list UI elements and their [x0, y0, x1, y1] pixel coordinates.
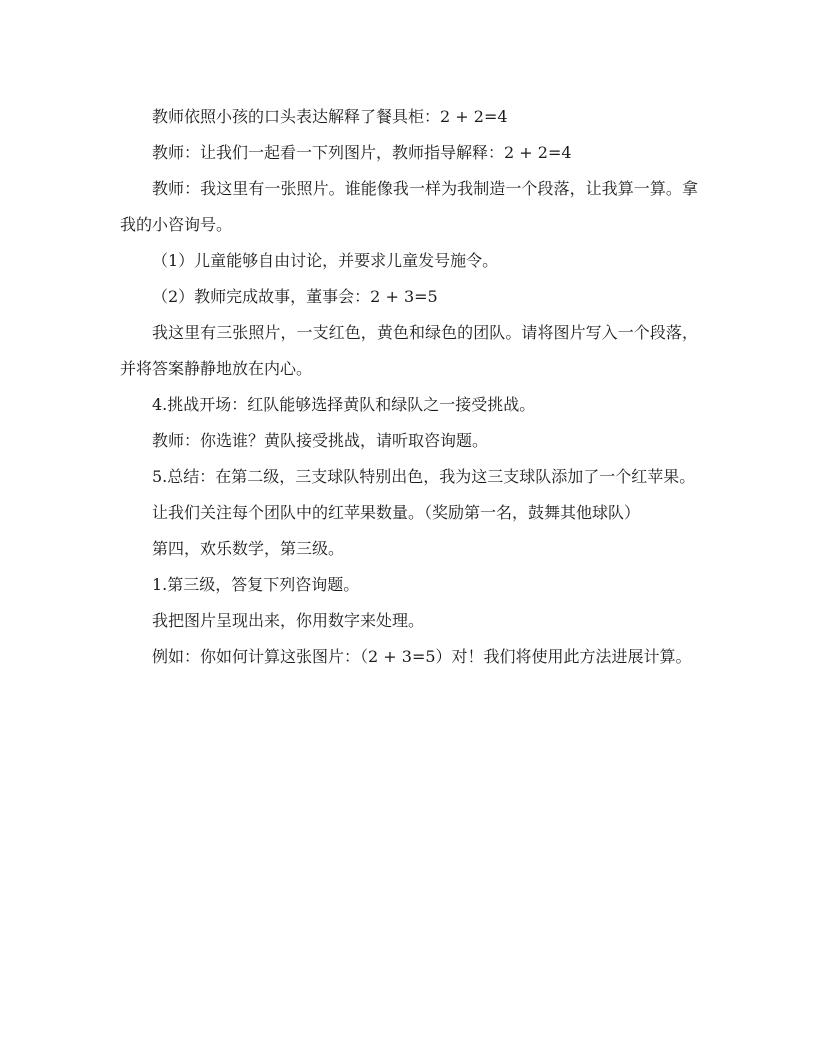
- paragraph: 教师：让我们一起看一下列图片，教师指导解释：2 + 2=4: [152, 143, 572, 162]
- paragraph: 教师依照小孩的口头表达解释了餐具柜：2 + 2=4: [152, 107, 508, 126]
- paragraph: 教师：你选谁？黄队接受挑战，请听取咨询题。: [152, 431, 489, 450]
- paragraph: （1）儿童能够自由讨论，并要求儿童发号施令。: [152, 251, 499, 270]
- paragraph: （2）教师完成故事，董事会：2 + 3=5: [152, 287, 438, 306]
- paragraph: 第四，欢乐数学，第三级。: [152, 539, 345, 558]
- paragraph: 5.总结：在第二级，三支球队特别出色，我为这三支球队添加了一个红苹果。: [152, 467, 696, 486]
- paragraph: 让我们关注每个团队中的红苹果数量。（奖励第一名，鼓舞其他球队）: [152, 503, 641, 522]
- paragraph: 教师：我这里有一张照片。谁能像我一样为我制造一个段落，让我算一算。拿我的小咨询号。: [120, 179, 698, 234]
- paragraph: 1.第三级，答复下列咨询题。: [152, 575, 360, 594]
- paragraph: 我这里有三张照片，一支红色，黄色和绿色的团队。请将图片写入一个段落，并将答案静静地放在内心。: [120, 323, 698, 378]
- paragraph: 例如：你如何计算这张图片：（2 + 3=5）对！我们将使用此方法进展计算。: [152, 647, 692, 666]
- paragraph: 4.挑战开场：红队能够选择黄队和绿队之一接受挑战。: [152, 395, 536, 414]
- paragraph: 我把图片呈现出来，你用数字来处理。: [152, 611, 425, 630]
- document-body: [120, 99, 698, 675]
